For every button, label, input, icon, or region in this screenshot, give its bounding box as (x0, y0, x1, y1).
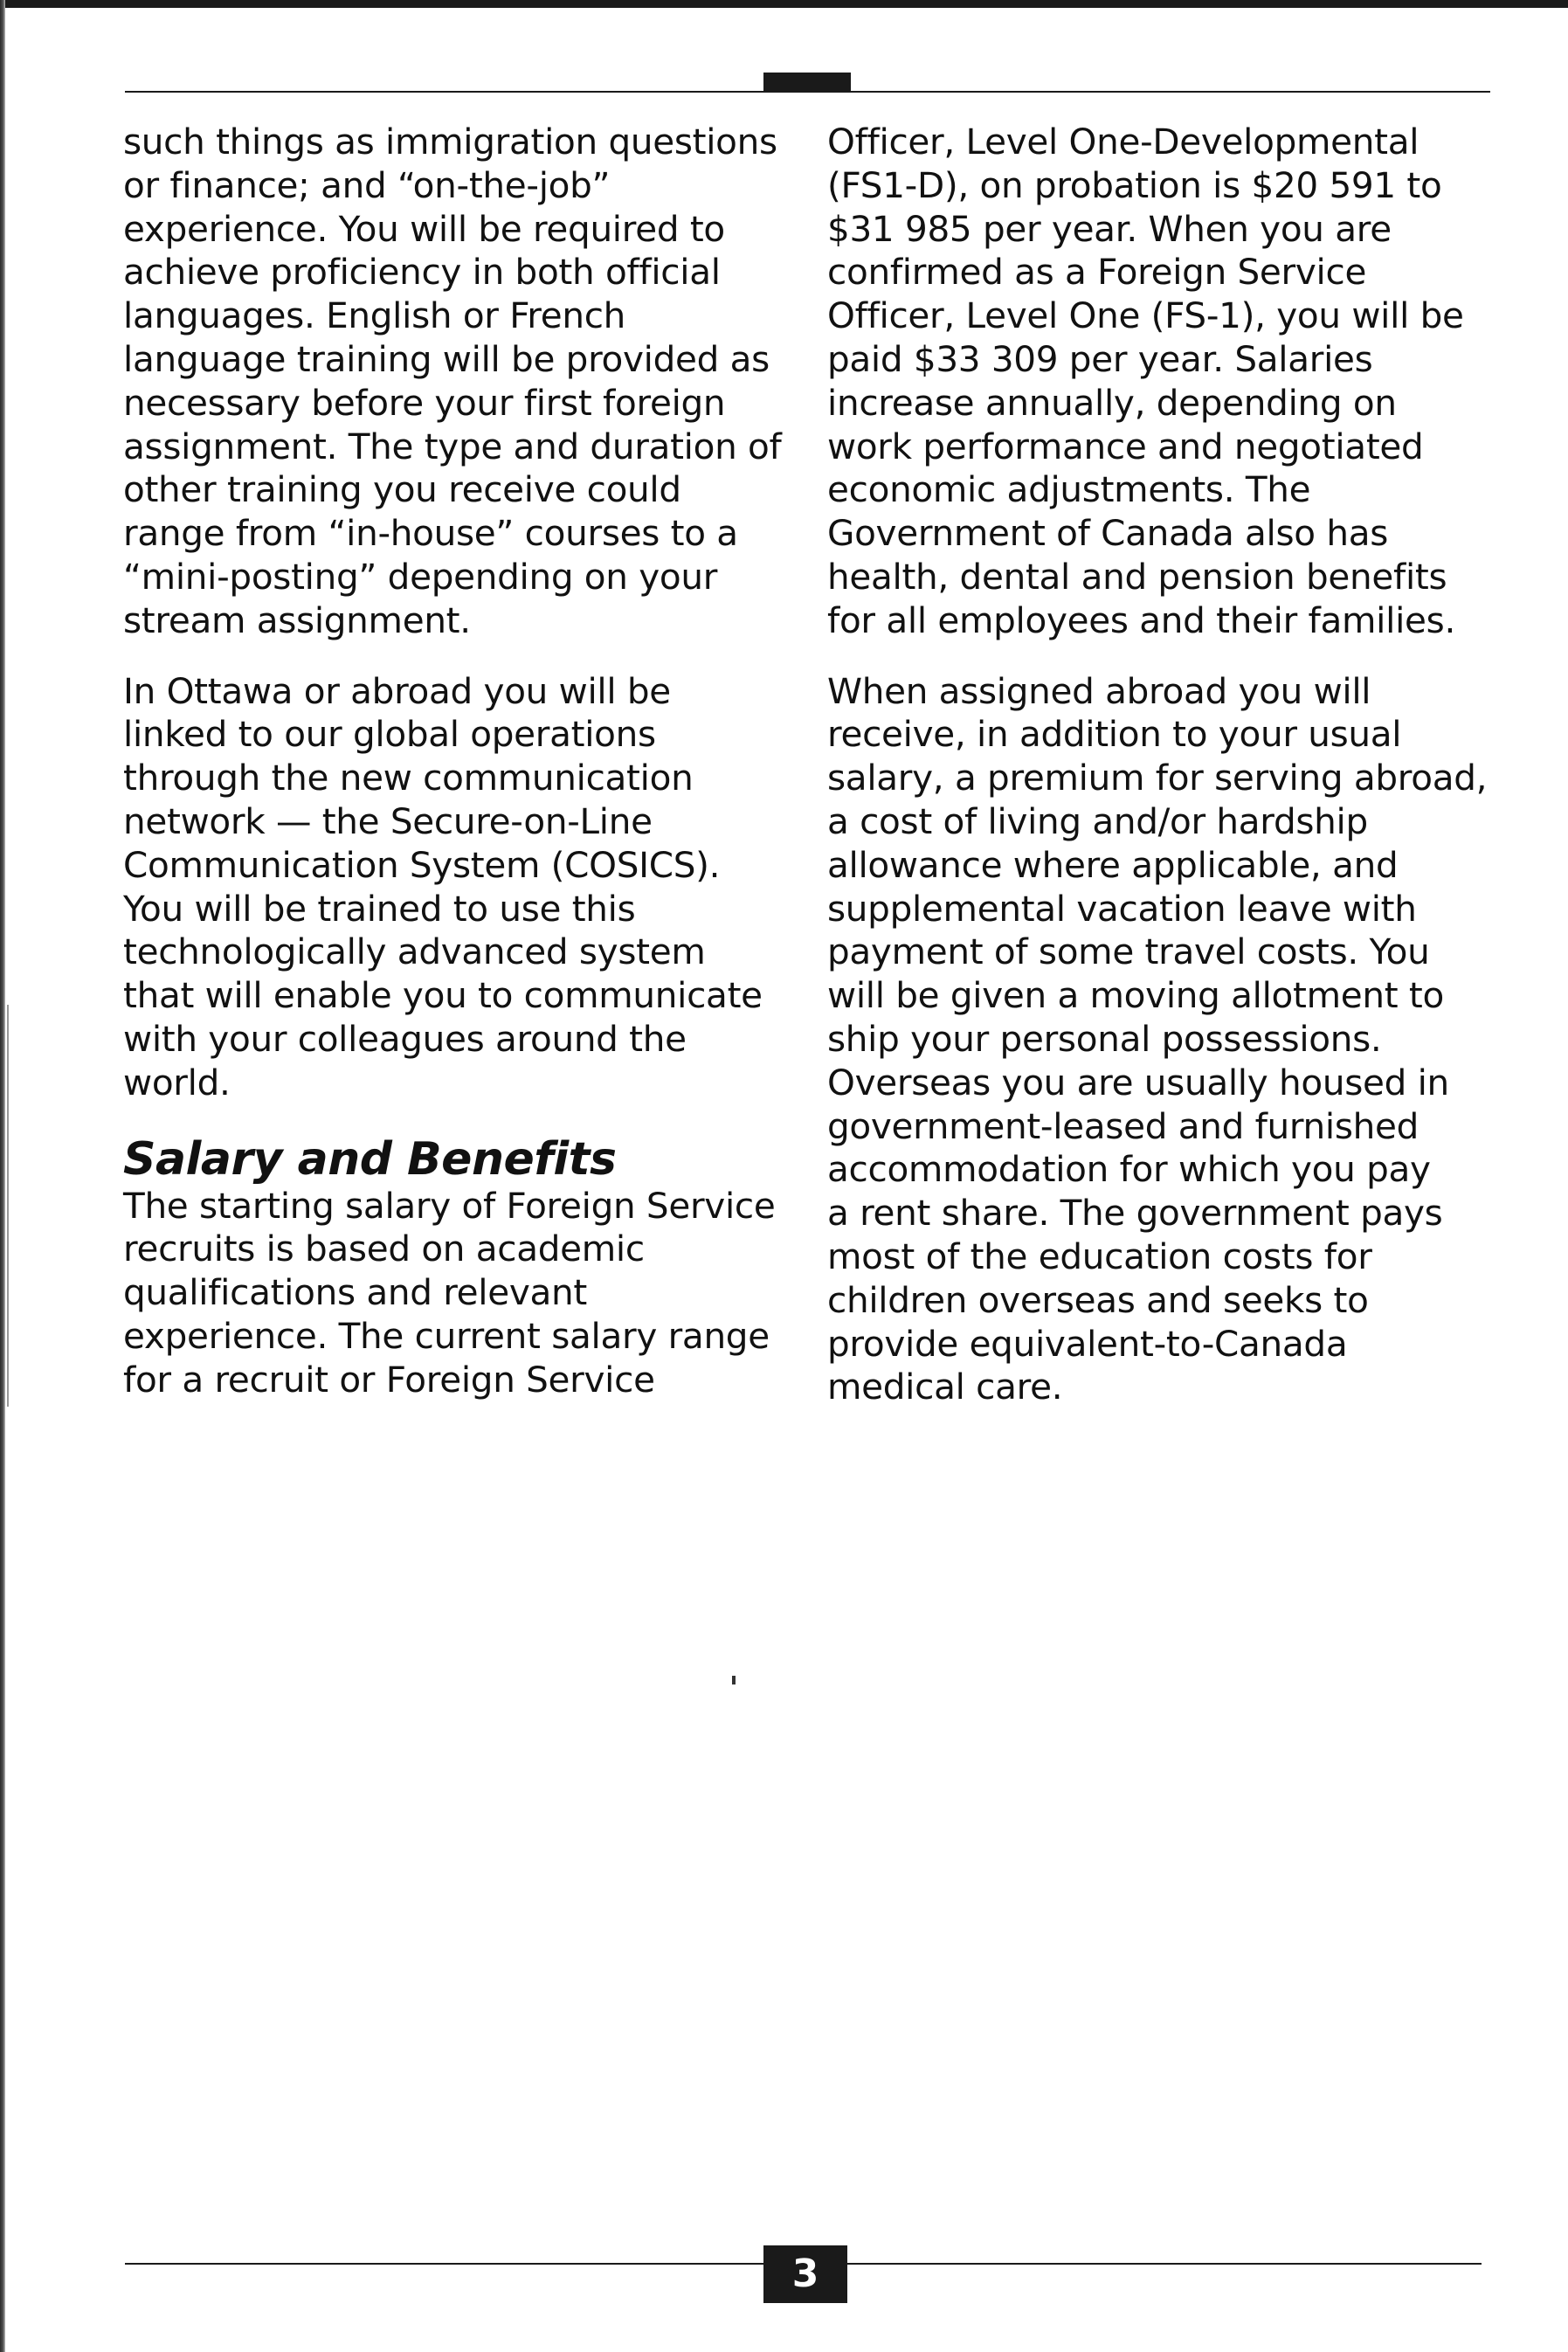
text-line: confirmed as a Foreign Service (827, 251, 1367, 294)
page-edge-mark (7, 1005, 9, 1407)
text-line: technologically advanced system (123, 930, 706, 973)
text-line: qualifications and relevant (123, 1271, 587, 1314)
text-line: network — the Secure-on-Line (123, 799, 653, 842)
text-line: economic adjustments. The (827, 468, 1311, 511)
paragraph (827, 121, 1509, 643)
paragraph (123, 670, 806, 1105)
text-line: accommodation for which you pay (827, 1148, 1431, 1191)
text-line: work performance and negotiated (827, 425, 1424, 467)
text-line: range from “in-house” courses to a (123, 512, 738, 555)
text-line: “mini-posting” depending on your (123, 555, 718, 598)
text-line: through the new communication (123, 757, 694, 799)
text-line: such things as immigration questions (123, 121, 777, 163)
text-line: necessary before your first foreign (123, 381, 726, 424)
text-line: paid $33 309 per year. Salaries (827, 337, 1373, 380)
text-line: medical care. (827, 1366, 1063, 1408)
text-line: experience. You will be required to (123, 207, 725, 250)
text-line: Communication System (COSICS). (123, 843, 721, 886)
text-line: recruits is based on academic (123, 1228, 645, 1270)
text-line: Overseas you are usually housed in (827, 1061, 1449, 1103)
text-line: stream assignment. (123, 598, 471, 641)
scan-speck (732, 1676, 736, 1684)
text-line: languages. English or French (123, 294, 626, 337)
header-tab (763, 73, 851, 92)
text-line: In Ottawa or abroad you will be (123, 669, 671, 712)
text-line: payment of some travel costs. You (827, 930, 1430, 973)
text-line: The starting salary of Foreign Service (123, 1184, 776, 1227)
text-line: government-leased and furnished (827, 1104, 1419, 1147)
text-line: Officer, Level One-Developmental (827, 121, 1419, 163)
text-line: world. (123, 1061, 231, 1103)
text-line: experience. The current salary range (123, 1314, 770, 1357)
text-line: salary, a premium for serving abroad, (827, 757, 1488, 799)
page-top-edge (0, 0, 1568, 8)
page-number: 3 (791, 2252, 819, 2296)
paragraph (123, 121, 806, 643)
text-line: When assigned abroad you will (827, 669, 1371, 712)
text-line: other training you receive could (123, 468, 681, 511)
text-line: receive, in addition to your usual (827, 713, 1402, 756)
text-line: You will be trained to use this (123, 887, 636, 930)
text-line: linked to our global operations (123, 713, 656, 756)
text-line: Officer, Level One (FS-1), you will be (827, 294, 1464, 337)
text-line: $31 985 per year. When you are (827, 207, 1392, 250)
text-line: will be given a moving allotment to (827, 974, 1444, 1017)
text-line: language training will be provided as (123, 337, 770, 380)
text-line: assignment. The type and duration of (123, 425, 782, 467)
page-number-box (763, 2245, 847, 2303)
text-line: a rent share. The government pays (827, 1192, 1443, 1235)
text-line: allowance where applicable, and (827, 843, 1399, 886)
text-line: for all employees and their families. (827, 598, 1456, 641)
paragraph (123, 1185, 806, 1402)
text-line: with your colleagues around the (123, 1017, 687, 1060)
paragraph (827, 670, 1509, 1410)
left-column (123, 121, 806, 1429)
text-line: health, dental and pension benefits (827, 555, 1447, 598)
text-line: supplemental vacation leave with (827, 887, 1417, 930)
text-line: (FS1-D), on probation is $20 591 to (827, 163, 1442, 206)
text-line: most of the education costs for (827, 1235, 1372, 1277)
section-heading: Salary and Benefits (123, 1132, 617, 1186)
text-line: increase annually, depending on (827, 381, 1397, 424)
text-line: that will enable you to communicate (123, 974, 763, 1017)
page-left-edge (0, 0, 5, 2352)
right-column (827, 121, 1509, 1436)
text-line: or finance; and “on-the-job” (123, 163, 611, 206)
text-line: ship your personal possessions. (827, 1017, 1382, 1060)
text-line: Government of Canada also has (827, 512, 1389, 555)
text-line: a cost of living and/or hardship (827, 799, 1368, 842)
text-line: for a recruit or Foreign Service (123, 1358, 655, 1401)
text-line: achieve proficiency in both official (123, 251, 721, 294)
text-line: provide equivalent-to-Canada (827, 1322, 1348, 1365)
text-line: children overseas and seeks to (827, 1278, 1369, 1321)
